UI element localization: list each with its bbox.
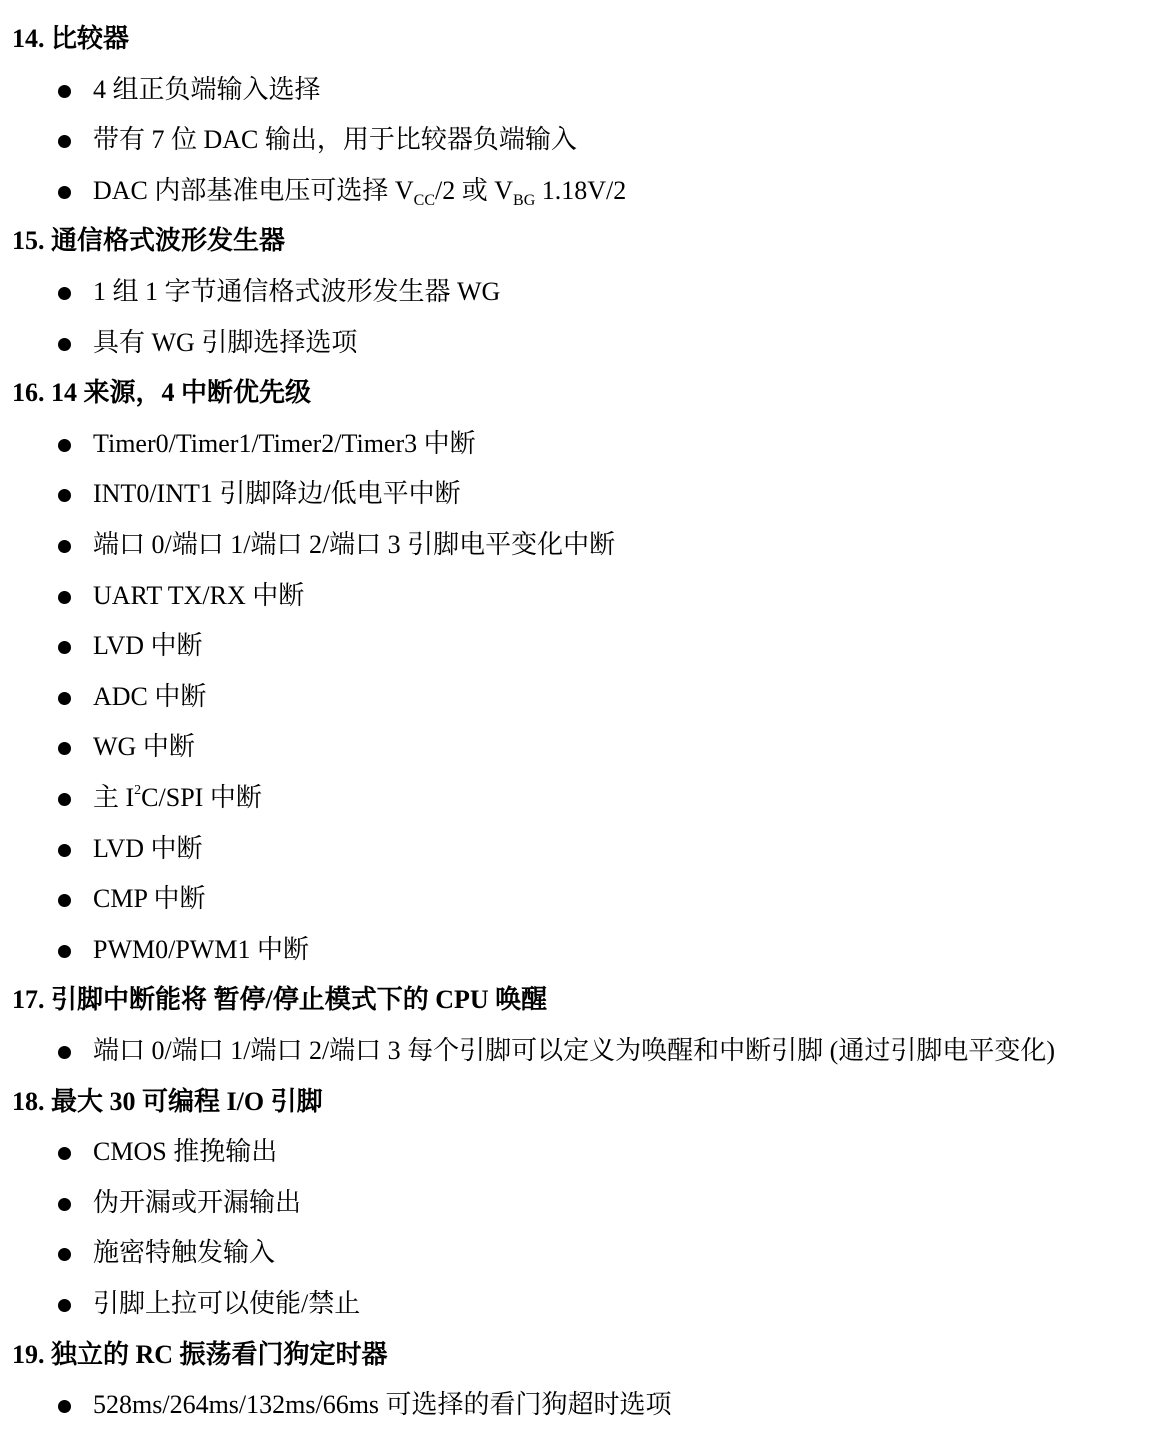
list-item <box>0 326 1163 360</box>
bullet-icon <box>58 591 71 604</box>
bullet-icon <box>58 186 71 199</box>
section-heading: 17. 引脚中断能将 暂停/停止模式下的 CPU 唤醒 <box>12 985 548 1014</box>
bullet-icon <box>58 742 71 755</box>
bullet-icon <box>58 135 71 148</box>
list-item-text: 1 组 1 字节通信格式波形发生器 WG <box>93 277 501 306</box>
list-item <box>0 882 1163 916</box>
list-item <box>0 1135 1163 1169</box>
list-item <box>0 427 1163 461</box>
list-item <box>0 629 1163 663</box>
list-item <box>0 275 1163 309</box>
list-item-text: 端口 0/端口 1/端口 2/端口 3 引脚电平变化中断 <box>93 530 616 559</box>
bullet-icon <box>58 945 71 958</box>
section-heading: 18. 最大 30 可编程 I/O 引脚 <box>12 1087 323 1116</box>
list-item-text: 端口 0/端口 1/端口 2/端口 3 每个引脚可以定义为唤醒和中断引脚 (通过引脚电平变化) <box>93 1036 1055 1065</box>
bullet-icon <box>58 793 71 806</box>
section-heading: 19. 独立的 RC 振荡看门狗定时器 <box>12 1340 388 1369</box>
list-item-text: 引脚上拉可以使能/禁止 <box>93 1289 361 1318</box>
list-item <box>0 1388 1163 1422</box>
list-item-text: CMP 中断 <box>93 884 206 913</box>
list-item <box>0 933 1163 967</box>
list-item <box>0 1287 1163 1321</box>
bullet-icon <box>58 338 71 351</box>
bullet-icon <box>58 489 71 502</box>
bullet-icon <box>58 894 71 907</box>
bullet-icon <box>58 540 71 553</box>
list-item-text: CMOS 推挽输出 <box>93 1137 278 1166</box>
list-item <box>0 730 1163 764</box>
list-item <box>0 174 1163 208</box>
bullet-icon <box>58 844 71 857</box>
list-item <box>0 123 1163 157</box>
list-item-text: LVD 中断 <box>93 631 203 660</box>
list-item-text: WG 中断 <box>93 732 195 761</box>
list-item-text: 施密特触发输入 <box>93 1238 276 1267</box>
list-item <box>0 579 1163 613</box>
list-item-text: 具有 WG 引脚选择选项 <box>93 328 358 357</box>
section-heading: 16. 14 来源，4 中断优先级 <box>12 378 312 407</box>
bullet-icon <box>58 641 71 654</box>
bullet-icon <box>58 439 71 452</box>
section-heading: 14. 比较器 <box>12 24 130 53</box>
subscript: BG <box>513 192 536 209</box>
list-item <box>0 528 1163 562</box>
list-item <box>0 477 1163 511</box>
list-item-text: 主 $I^2C$/SPI 中断 <box>93 783 262 812</box>
list-item-text: 伪开漏或开漏输出 <box>93 1188 302 1217</box>
list-item-text: UART TX/RX 中断 <box>93 581 305 610</box>
list-item-text: INT0/INT1 引脚降边/低电平中断 <box>93 479 461 508</box>
bullet-icon <box>58 692 71 705</box>
list-item-text: Timer0/Timer1/Timer2/Timer3 中断 <box>93 429 476 458</box>
list-item-text: PWM0/PWM1 中断 <box>93 935 309 964</box>
list-item-text: ADC 中断 <box>93 682 207 711</box>
section-heading: 15. 通信格式波形发生器 <box>12 226 286 255</box>
bullet-icon <box>58 1046 71 1059</box>
list-item <box>0 1186 1163 1220</box>
list-item-text: 528ms/264ms/132ms/66ms 可选择的看门狗超时选项 <box>93 1390 672 1419</box>
bullet-icon <box>58 1299 71 1312</box>
list-item-text: LVD 中断 <box>93 834 203 863</box>
list-item-text: 4 组正负端输入选择 <box>93 75 321 104</box>
list-item <box>0 680 1163 714</box>
list-item <box>0 1236 1163 1270</box>
list-item <box>0 1034 1163 1068</box>
bullet-icon <box>58 1248 71 1261</box>
bullet-icon <box>58 287 71 300</box>
list-item <box>0 73 1163 107</box>
list-item-text: DAC 内部基准电压可选择 $V_{CC}/2$ 或 $V_{BG}$ 1.18V/2 <box>93 176 627 209</box>
bullet-icon <box>58 85 71 98</box>
superscript: 2 <box>134 783 142 798</box>
list-item-text: 带有 7 位 DAC 输出，用于比较器负端输入 <box>93 125 577 154</box>
bullet-icon <box>58 1147 71 1160</box>
list-item <box>0 781 1163 815</box>
bullet-icon <box>58 1198 71 1211</box>
list-item <box>0 832 1163 866</box>
subscript: CC <box>413 192 436 209</box>
bullet-icon <box>58 1400 71 1413</box>
